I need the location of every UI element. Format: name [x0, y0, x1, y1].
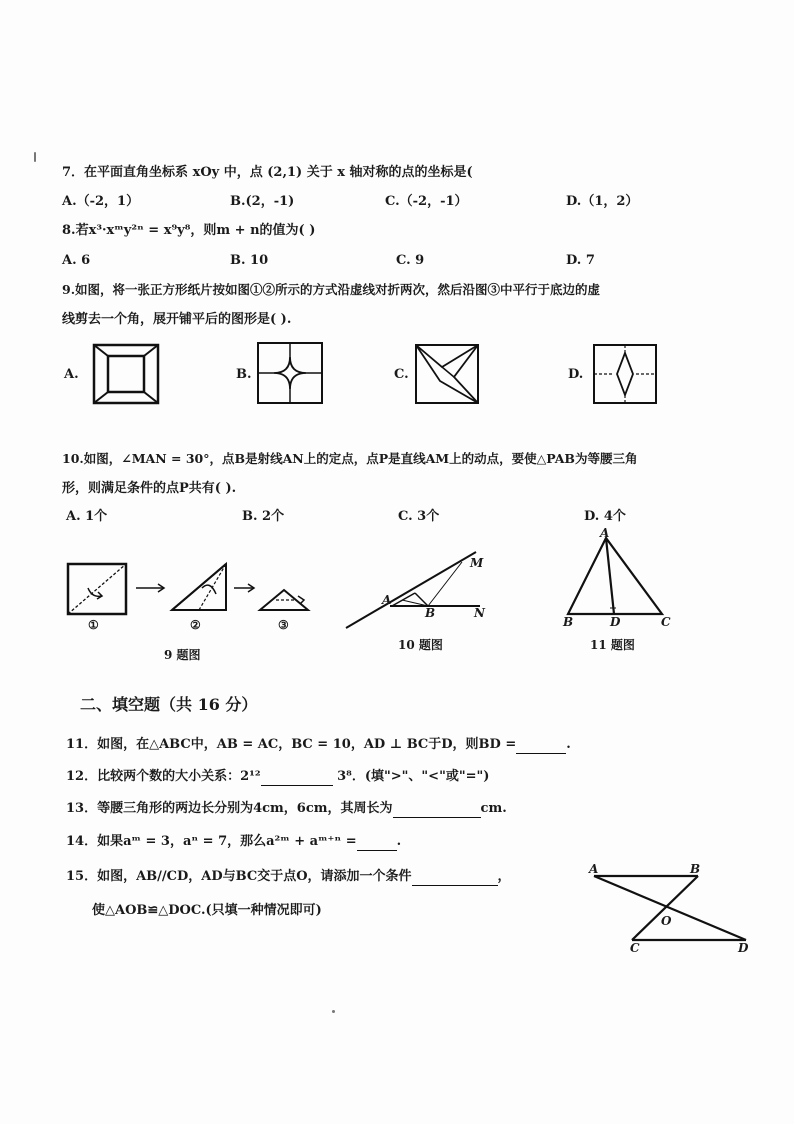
- q10-option-d: D. 4个: [584, 509, 626, 524]
- q15-tail: ，: [497, 869, 511, 884]
- q12-line: [66, 768, 489, 786]
- q9-option-a-figure: [92, 343, 160, 405]
- q9-line2: 线剪去一个角，展开铺平后的图形是( ).: [62, 312, 292, 327]
- q9-option-b-label: B.: [236, 367, 252, 382]
- q13-answer-blank[interactable]: [393, 803, 481, 818]
- q13-line: [66, 800, 507, 818]
- q7-stem: 7．在平面直角坐标系 xOy 中，点 (2,1) 关于 x 轴对称的点的坐标是(: [62, 165, 473, 180]
- q14-text: 14．如果aᵐ = 3，aⁿ = 7，那么a²ᵐ + aᵐ⁺ⁿ =: [66, 834, 357, 849]
- fig10-caption: 10 题图: [398, 638, 443, 652]
- fig10-point-b: B: [425, 606, 436, 620]
- q12-prefix: 12．比较两个数的大小关系：2¹²: [66, 769, 261, 784]
- fig11-point-a: A: [600, 526, 610, 540]
- q8-option-c: C. 9: [396, 253, 425, 268]
- q11-text: 11．如图，在△ABC中，AB = AC，BC = 10，AD ⊥ BC于D，则BD =: [66, 737, 517, 752]
- q7-option-c: C.（-2，-1）: [385, 194, 468, 209]
- q9-option-c-figure: [414, 343, 480, 405]
- q8-option-d: D. 7: [566, 253, 595, 268]
- scan-dot: [332, 1010, 335, 1013]
- q9-option-b-figure: [256, 341, 324, 405]
- fig10-point-a: A: [382, 593, 392, 607]
- q14-line: [66, 833, 401, 851]
- fig15-crossing-lines-diagram: [586, 862, 756, 954]
- q10-line2: 形，则满足条件的点P共有( ).: [62, 481, 237, 496]
- q7-option-b: B.(2，-1): [230, 194, 295, 209]
- fig15-point-c: C: [630, 941, 640, 955]
- q10-line1: 10.如图，∠MAN = 30°，点B是射线AN上的定点，点P是直线AM上的动点，要使△PAB为等腰三角: [62, 451, 638, 466]
- q7-option-d: D.（1，2）: [566, 194, 639, 209]
- q14-answer-blank[interactable]: [357, 836, 397, 851]
- fig11-point-b: B: [563, 615, 574, 629]
- fig15-point-d: D: [738, 941, 749, 955]
- fig11-point-d: D: [610, 615, 621, 629]
- fig15-point-a: A: [589, 862, 599, 876]
- q12-tail: ．(填">"、"<"或"="): [351, 769, 490, 784]
- q10-option-b: B. 2个: [242, 509, 285, 524]
- fig11-point-c: C: [661, 615, 671, 629]
- q15-text: 15．如图，AB//CD，AD与BC交于点O，请添加一个条件: [66, 869, 412, 884]
- q9-option-a-label: A.: [64, 367, 79, 382]
- fig15-point-o: O: [661, 914, 672, 928]
- q13-text: 13．等腰三角形的两边长分别为4cm，6cm，其周长为: [66, 801, 393, 816]
- fig10-point-n: N: [474, 606, 485, 620]
- q12-mid: 3⁸: [337, 769, 352, 784]
- q15-answer-blank[interactable]: [412, 871, 498, 886]
- q8-stem: 8.若x³·xᵐy²ⁿ = x⁹y⁸，则m + n的值为( ): [62, 223, 316, 238]
- fig9-label-3: ③: [278, 618, 289, 632]
- fig15-point-b: B: [690, 862, 701, 876]
- q11-line: [66, 736, 571, 754]
- q8-option-a: A. 6: [62, 253, 91, 268]
- q15-line1: [66, 868, 511, 886]
- q9-option-d-label: D.: [568, 367, 584, 382]
- q8-option-b: B. 10: [230, 253, 269, 268]
- q10-option-a: A. 1个: [66, 509, 108, 524]
- q14-tail: .: [396, 834, 402, 849]
- q7-option-a: A.（-2，1）: [62, 194, 140, 209]
- q12-answer-blank[interactable]: [261, 771, 333, 786]
- q9-option-d-figure: [592, 343, 658, 405]
- section2-title: 二、填空题（共 16 分）: [80, 695, 258, 714]
- scan-mark: [34, 152, 36, 162]
- q11-tail: .: [566, 737, 571, 752]
- q15-line2: 使△AOB≌△DOC.(只填一种情况即可): [92, 903, 322, 918]
- q9-option-c-label: C.: [394, 367, 409, 382]
- q13-tail: cm.: [480, 801, 507, 816]
- fig11-triangle-diagram: [556, 530, 676, 620]
- fig10-point-m: M: [470, 556, 484, 570]
- fig11-caption: 11 题图: [590, 638, 635, 652]
- fig9-label-1: ①: [88, 618, 99, 632]
- fig9-label-2: ②: [190, 618, 201, 632]
- fig9-caption: 9 题图: [164, 648, 201, 662]
- q10-option-c: C. 3个: [398, 509, 440, 524]
- q9-line1: 9.如图，将一张正方形纸片按如图①②所示的方式沿虚线对折两次，然后沿图③中平行于底边的虚: [62, 282, 601, 297]
- q11-answer-blank[interactable]: [516, 739, 566, 754]
